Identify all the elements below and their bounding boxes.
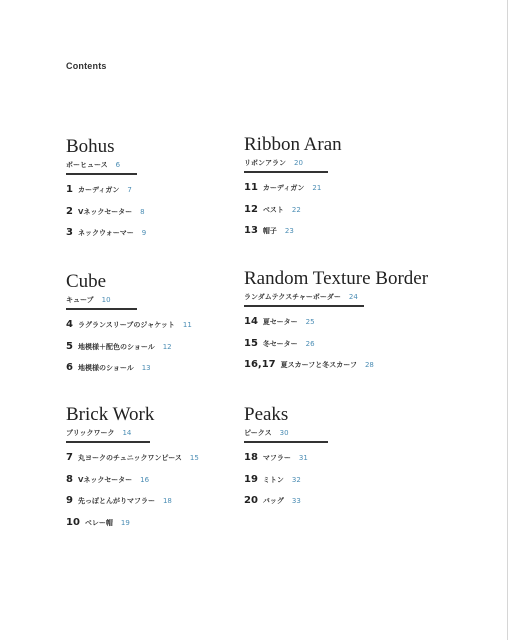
item-page: 32 xyxy=(291,475,301,484)
item-page: 18 xyxy=(162,497,172,506)
section-peaks xyxy=(244,405,328,517)
section-subtitle xyxy=(66,428,199,438)
toc-item[interactable] xyxy=(244,316,428,338)
toc-item[interactable] xyxy=(66,517,199,539)
section-subtitle-text: ブリックワーク xyxy=(66,429,115,437)
section-page-number: 6 xyxy=(115,161,121,169)
item-number: 18 xyxy=(244,452,258,463)
toc-item[interactable] xyxy=(66,184,146,206)
item-list xyxy=(66,184,146,249)
item-number: 2 xyxy=(66,205,73,217)
section-subtitle xyxy=(244,158,342,168)
toc-item[interactable] xyxy=(244,474,328,496)
item-name: ベスト xyxy=(262,205,284,214)
section-subtitle xyxy=(244,428,328,438)
item-number: 7 xyxy=(66,452,73,463)
toc-item[interactable] xyxy=(66,362,192,384)
section-title: Random Texture Border xyxy=(244,268,429,289)
item-name: ミトン xyxy=(262,475,284,484)
section-brick-work xyxy=(66,405,199,539)
item-number: 20 xyxy=(244,495,258,507)
item-number: 3 xyxy=(66,227,73,239)
item-page: 23 xyxy=(284,227,294,236)
section-subtitle-text: ボーヒュース xyxy=(66,161,108,169)
item-name: Vネックセーター xyxy=(77,207,133,216)
item-name: ラグランスリーブのジャケット xyxy=(77,321,175,329)
section-subtitle-text: ランダムテクスチャーボーダー xyxy=(244,293,341,301)
item-page: 19 xyxy=(120,519,130,528)
toc-item[interactable] xyxy=(244,338,428,360)
section-subtitle-text: ピークス xyxy=(244,429,272,437)
section-rule xyxy=(66,308,137,310)
section-ribbon-aran xyxy=(244,135,342,247)
item-number: 15 xyxy=(244,337,258,349)
item-number: 13 xyxy=(244,225,258,237)
section-subtitle-text: キューブ xyxy=(66,296,94,304)
section-page-number: 10 xyxy=(101,296,111,304)
item-name: 帽子 xyxy=(262,227,277,236)
toc-item[interactable] xyxy=(66,341,192,363)
item-list xyxy=(244,182,342,247)
section-page-number: 24 xyxy=(348,293,358,301)
item-list xyxy=(244,452,328,517)
toc-item[interactable] xyxy=(66,227,146,249)
item-page: 12 xyxy=(162,342,172,351)
toc-item[interactable] xyxy=(244,225,342,247)
item-name: 丸ヨークのチュニックワンピース xyxy=(77,454,182,462)
item-name: ベレー帽 xyxy=(84,519,113,528)
item-name: 地模様＋配色のショール xyxy=(77,342,155,351)
section-rule xyxy=(244,441,328,443)
item-number: 9 xyxy=(66,495,73,507)
item-page: 7 xyxy=(127,186,132,194)
item-page: 16 xyxy=(140,475,150,484)
section-cube xyxy=(66,272,192,384)
item-page: 31 xyxy=(298,454,308,462)
section-random-texture-border xyxy=(244,269,428,381)
item-name: カーディガン xyxy=(77,186,120,194)
item-name: 冬セーター xyxy=(262,339,298,348)
toc-item[interactable] xyxy=(66,319,192,341)
section-rule xyxy=(66,173,137,175)
item-number: 1 xyxy=(66,184,73,195)
item-number: 10 xyxy=(66,517,80,529)
section-rule xyxy=(244,305,364,307)
item-page: 8 xyxy=(140,207,145,216)
section-bohus xyxy=(66,137,146,249)
item-name: Vネックセーター xyxy=(77,475,133,484)
item-name: 地模様のショール xyxy=(77,364,134,373)
toc-item[interactable] xyxy=(244,182,342,204)
item-number: 5 xyxy=(66,340,73,352)
item-name: ネックウォーマー xyxy=(77,229,134,238)
toc-item[interactable] xyxy=(244,452,328,474)
item-name: 夏スカーフと冬スカーフ xyxy=(280,361,357,370)
item-page: 9 xyxy=(141,229,147,238)
item-number: 19 xyxy=(244,473,258,485)
item-number: 6 xyxy=(66,362,73,374)
item-list xyxy=(66,452,199,539)
toc-item[interactable] xyxy=(244,204,342,226)
section-title: Peaks xyxy=(244,404,289,425)
item-number: 14 xyxy=(244,316,258,327)
item-number: 8 xyxy=(66,473,73,485)
item-number: 16,17 xyxy=(244,359,276,371)
section-page-number: 30 xyxy=(279,429,289,437)
section-title: Bohus xyxy=(66,136,115,157)
item-list xyxy=(66,319,192,384)
item-number: 4 xyxy=(66,319,73,330)
item-page: 22 xyxy=(291,205,301,214)
section-page-number: 20 xyxy=(294,159,303,167)
item-page: 21 xyxy=(312,184,322,192)
section-page-number: 14 xyxy=(122,429,132,437)
item-name: カーディガン xyxy=(262,184,305,192)
item-name: マフラー xyxy=(262,454,291,462)
section-subtitle-text: リボンアラン xyxy=(244,159,286,167)
item-page: 28 xyxy=(364,361,374,370)
page-edge-line xyxy=(507,0,508,640)
section-subtitle xyxy=(66,295,192,305)
section-title: Brick Work xyxy=(66,404,155,425)
item-name: 先っぽとんがりマフラー xyxy=(77,497,155,506)
item-page: 25 xyxy=(305,318,315,326)
item-page: 13 xyxy=(141,364,151,373)
toc-item[interactable] xyxy=(66,206,146,228)
toc-item[interactable] xyxy=(244,359,428,381)
item-page: 15 xyxy=(189,454,199,462)
item-page: 11 xyxy=(182,321,192,329)
toc-item[interactable] xyxy=(66,495,199,517)
section-rule xyxy=(244,171,328,173)
page-heading: Contents xyxy=(66,61,107,71)
section-title: Cube xyxy=(66,271,107,292)
toc-item[interactable] xyxy=(244,495,328,517)
section-rule xyxy=(66,441,150,443)
item-page: 33 xyxy=(291,497,301,506)
item-name: バッグ xyxy=(262,497,284,506)
toc-item[interactable] xyxy=(66,474,199,496)
item-number: 12 xyxy=(244,203,258,215)
section-title: Ribbon Aran xyxy=(244,134,342,155)
item-page: 26 xyxy=(305,339,315,348)
item-name: 夏セーター xyxy=(262,318,298,326)
section-subtitle xyxy=(244,292,428,302)
section-subtitle xyxy=(66,160,146,170)
toc-item[interactable] xyxy=(66,452,199,474)
item-number: 11 xyxy=(244,182,258,193)
item-list xyxy=(244,316,428,381)
